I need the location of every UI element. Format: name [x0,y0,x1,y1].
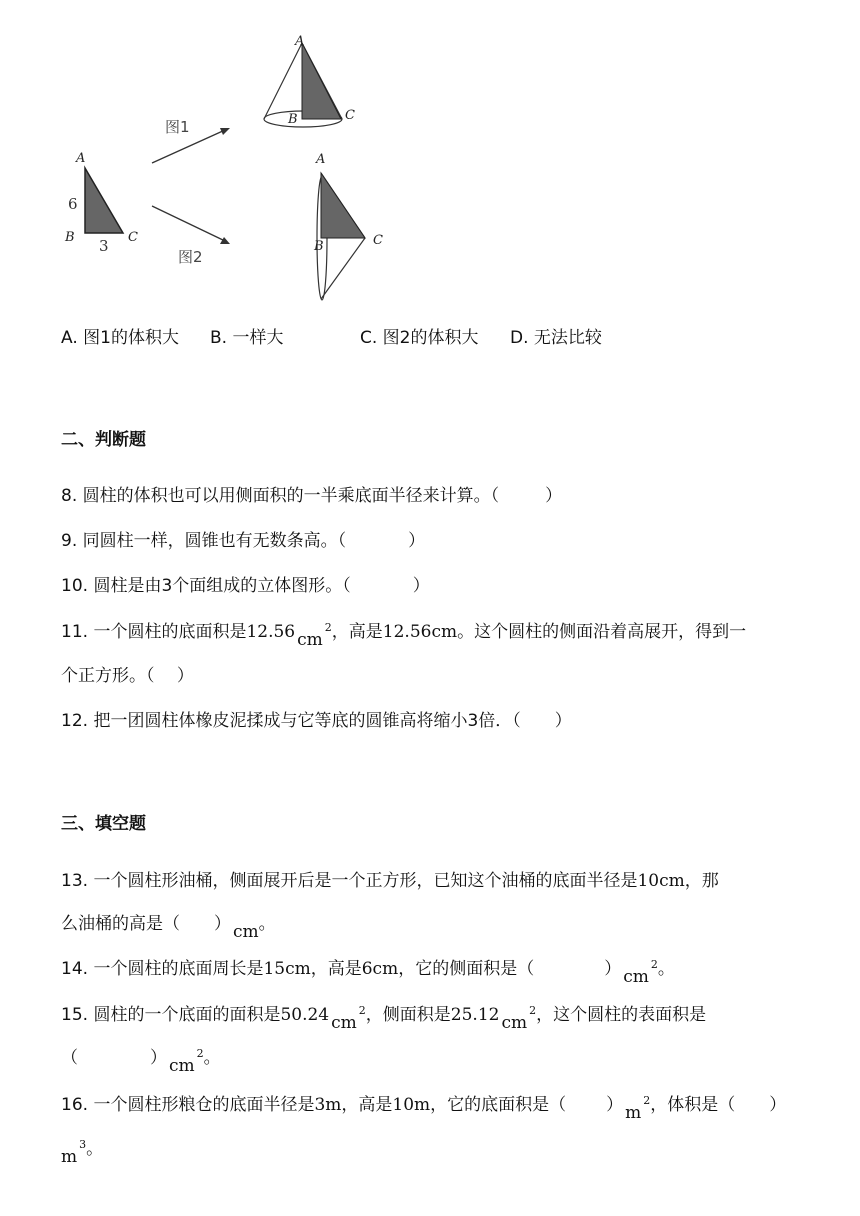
question-16-unit-1 [625,1094,651,1123]
option-c[interactable]: C. 图2的体积大 [360,328,479,348]
question-14-unit [623,958,658,987]
question-14-text-a: 14. 一个圆柱的底面周长是 [61,959,264,979]
unit-exponent: 2 [529,1004,537,1017]
cone1-label-a: A [295,34,305,49]
question-11-line-2: 个正方形。（ ） [61,666,194,686]
question-9-text: 9. 同圆柱一样，圆锥也有无数条高。（ [61,531,347,551]
question-15-unit [169,1047,204,1076]
question-16-unit-2 [61,1138,87,1167]
option-b[interactable]: B. 一样大 [210,328,284,348]
question-13-line-2-text: 么油桶的高是（ ） [61,914,231,934]
geometry-figure [55,28,400,308]
question-13-end: 。 [258,914,276,934]
question-15-close: ） [150,1048,167,1068]
question-15-text-b: ，侧面积是 [365,1005,451,1025]
question-11-text-a: 11. 一个圆柱的底面积是 [61,622,247,642]
question-10 [61,574,430,598]
question-8-text: 8. 圆柱的体积也可以用侧面积的一半乘底面半径来计算。（ [61,486,500,506]
side-ab-length: 6 [68,195,78,213]
question-11-value-1: 12.56 [246,622,296,642]
question-11 [61,620,747,650]
unit-exponent: 2 [643,1094,651,1107]
question-13-line-2 [61,912,276,942]
unit-exponent: 2 [650,958,658,971]
arrow-to-figure-2 [152,206,225,241]
question-8-close: ） [545,486,563,506]
question-16-text-a: 16. 一个圆柱形粮仓的底面半径是 [61,1095,315,1115]
option-a[interactable]: A. 图1的体积大 [61,328,179,348]
question-16-close-2: ） [769,1095,787,1115]
question-15-open: （ [61,1048,78,1068]
side-bc-length: 3 [99,237,109,255]
arrow-head-2 [220,237,230,244]
unit-exponent: 2 [196,1047,204,1060]
question-10-close: ） [412,576,430,596]
question-14-text-b: ，高是 [310,959,362,979]
triangle-label-a: A [76,151,86,166]
question-16-text-b: ，高是 [341,1095,393,1115]
triangle-abc [85,168,123,233]
unit-m: m [625,1103,642,1123]
answer-options [61,326,602,350]
question-15-unit-2 [501,1004,537,1033]
arrow-head-1 [220,128,230,135]
cone2-label-c: C [373,233,383,248]
question-9-close: ） [408,531,426,551]
triangle-rotation-diagram [55,28,400,308]
question-16-close-1: ） [606,1095,624,1115]
question-9 [61,529,425,553]
question-12: 12. 把一团圆柱体橡皮泥揉成与它等底的圆锥高将缩小3倍．（ ） [61,711,572,731]
unit-cm: cm [169,1056,195,1076]
question-13 [61,869,719,893]
triangle-label-b: B [65,230,75,245]
cone2-label-a: A [316,152,326,167]
cone1-label-c: C [345,108,355,123]
question-13-value: 10cm [637,871,685,891]
question-16-value-1: 3m [314,1095,342,1115]
unit-cm: cm [623,967,649,987]
section-heading-fill-blank: 三、填空题 [61,814,146,834]
question-15-text-a: 15. 圆柱的一个底面的面积是 [61,1005,281,1025]
question-14-end: 。 [657,959,675,979]
question-8 [61,484,562,508]
question-15-value-2: 25.12 [450,1005,500,1025]
question-11-text-c: 。这个圆柱的侧面沿着高展开，得到一 [457,622,747,642]
unit-cm: cm [297,630,323,650]
unit-exponent: 3 [79,1138,87,1151]
question-15-end: 。 [203,1048,221,1068]
question-14-close: ） [604,959,622,979]
question-11-unit-1 [297,621,332,650]
question-14-text-c: ，它的侧面积是（ [398,959,535,979]
question-16-line-2 [61,1137,104,1167]
question-15 [61,1003,707,1033]
question-15-text-c: ，这个圆柱的表面积是 [536,1005,707,1025]
question-11-value-2: 12.56cm [382,622,458,642]
cone-figure-1 [264,34,355,127]
caption-figure-1: 图1 [165,118,190,136]
question-10-text: 10. 圆柱是由3个面组成的立体图形。（ [61,576,351,596]
unit-exponent: 2 [358,1004,366,1017]
unit-cm: cm [331,1013,357,1033]
question-13-unit: cm [233,922,259,942]
caption-figure-2: 图2 [178,248,203,266]
option-d[interactable]: D. 无法比较 [510,328,602,348]
unit-m: m [61,1147,78,1167]
question-13-text-a: 13. 一个圆柱形油桶，侧面展开后是一个正方形，已知这个油桶的底面半径是 [61,871,638,891]
unit-cm: cm [501,1013,528,1033]
question-15-value-1: 50.24 [280,1005,330,1025]
question-13-text-b: ，那 [684,871,719,891]
question-15-line-2 [61,1046,221,1076]
question-14-value-1: 15cm [263,959,311,979]
question-11-text-b: ，高是 [331,622,383,642]
double-cone-figure-2 [313,152,383,300]
question-14 [61,957,675,987]
question-16 [61,1093,787,1123]
question-16-text-c: ，它的底面积是（ [430,1095,567,1115]
cone2-label-b: B [314,239,324,254]
triangle-label-c: C [128,230,138,245]
question-15-unit-1 [331,1004,366,1033]
cone1-label-b: B [288,112,298,127]
question-16-text-d: ，体积是（ [650,1095,736,1115]
question-16-value-2: 10m [392,1095,431,1115]
question-14-value-2: 6cm [361,959,399,979]
question-16-end: 。 [86,1139,104,1159]
unit-exponent: 2 [324,621,332,634]
section-heading-judgement: 二、判断题 [61,430,146,450]
